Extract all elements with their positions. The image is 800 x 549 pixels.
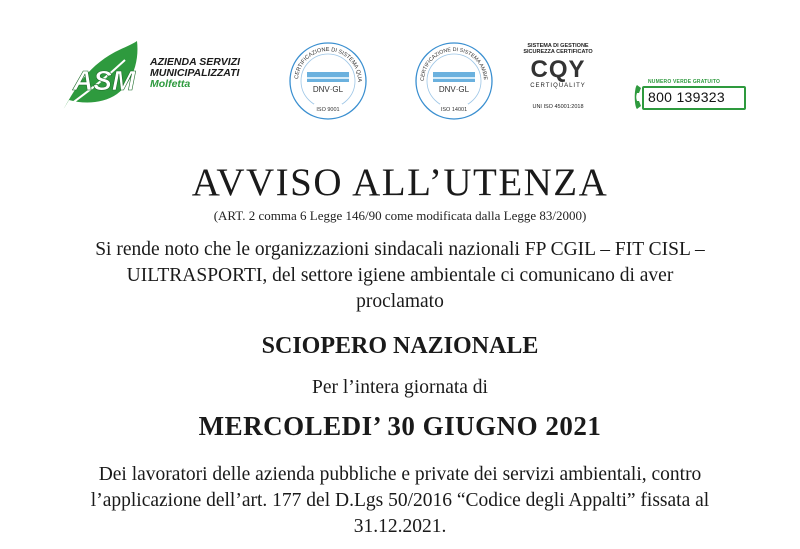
- svg-text:ISO 9001: ISO 9001: [316, 107, 340, 113]
- cqy-brand: CQY: [530, 56, 586, 83]
- notice-details: [40, 462, 760, 540]
- cert-quality-seal: [287, 40, 369, 122]
- svg-text:DNV·GL: DNV·GL: [312, 85, 344, 94]
- cqy-brand-sub: CERTIQUALITY: [530, 83, 586, 89]
- notice-intro: [40, 237, 760, 315]
- strike-duration: Per l’intera giornata di: [312, 377, 488, 398]
- details-line: Dei lavoratori delle azienda pubbliche e private dei servizi ambientali, contro: [98, 464, 702, 485]
- notice-title: AVVISO ALL’UTENZA: [191, 161, 609, 204]
- intro-line: UILTRASPORTI, del settore igiene ambientale ci comunicano di aver: [126, 265, 674, 286]
- org-line1: AZIENDA SERVIZI: [150, 56, 241, 68]
- notice-legal-reference: (ART. 2 comma 6 Legge 146/90 come modificata dalla Legge 83/2000): [213, 208, 587, 223]
- cert-safety-top2: SICUREZZA CERTIFICATO: [523, 49, 593, 55]
- strike-date: MERCOLEDI’ 30 GIUGNO 2021: [198, 411, 602, 441]
- cert-safety-top1: SISTEMA DI GESTIONE: [527, 43, 589, 49]
- intro-line: proclamato: [356, 291, 444, 312]
- details-line: 31.12.2021.: [353, 516, 447, 537]
- cert-safety-logo: [518, 43, 598, 110]
- cert-safety-standard: UNI ISO 45001:2018: [532, 104, 584, 110]
- header: [0, 0, 800, 140]
- green-number-label: NUMERO VERDE GRATUITO: [648, 79, 721, 85]
- cert-environment-seal: [413, 40, 495, 122]
- svg-text:ASM: ASM: [73, 65, 136, 96]
- green-number-badge: [634, 81, 748, 111]
- details-line: l’applicazione dell’art. 177 del D.Lgs 50/2016 “Codice degli Appalti” fissata al: [90, 490, 710, 511]
- org-line2: MUNICIPALIZZATI: [150, 67, 240, 79]
- green-number-value[interactable]: 800 139323: [648, 89, 725, 105]
- svg-text:CERTIFICAZIONE DI SISTEMA AMBI: CERTIFICAZIONE DI SISTEMA AMBIE: [419, 46, 489, 82]
- intro-line: Si rende noto che le organizzazioni sindacali nazionali FP CGIL – FIT CISL –: [95, 239, 705, 260]
- svg-text:DNV·GL: DNV·GL: [438, 85, 470, 94]
- org-name: [150, 57, 240, 90]
- svg-text:CERTIFICAZIONE DI SISTEMA QUAL: CERTIFICAZIONE DI SISTEMA QUA: [294, 46, 363, 83]
- org-city: Molfetta: [150, 78, 191, 90]
- svg-text:ISO 14001: ISO 14001: [440, 107, 468, 113]
- strike-heading: SCIOPERO NAZIONALE: [261, 333, 539, 359]
- leaf-icon: [55, 38, 155, 113]
